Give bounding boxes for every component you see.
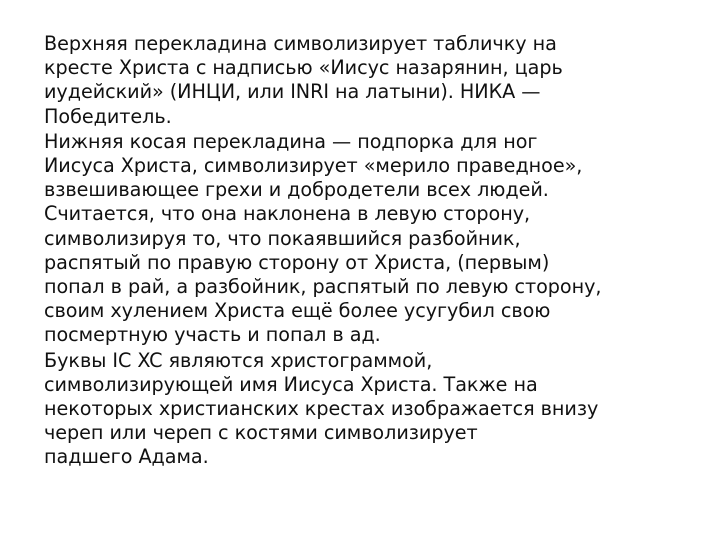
paragraph-upper-crossbar: Верхняя перекладина символизирует табличку на кресте Христа с надписью «Иисус назарянин, царь иудейский» (ИНЦИ, или INRI на латыни). НИКА — Победитель. xyxy=(44,32,563,128)
paragraph-christogram: Буквы IC XC являются христограммой, символизирующей имя Иисуса Христа. Также на некоторых христианских крестах изображается внизу череп или череп с костями символизирует падшего Адама. xyxy=(44,348,599,469)
slide-body xyxy=(44,32,684,471)
paragraph-lower-crossbar: Нижняя косая перекладина — подпорка для ног Иисуса Христа, символизирует «мерило праведное», взвешивающее грехи и добродетели всех людей. Считается, что она наклонена в левую сторону, символизируя то, что покаявшийся разбойник, распятый по правую сторону от Христа, (первым) попал в рай, а разбойник, распятый по левую сторону, своим хулением Христа ещё более усугубил свою посмертную участь и попал в ад. xyxy=(44,129,602,347)
